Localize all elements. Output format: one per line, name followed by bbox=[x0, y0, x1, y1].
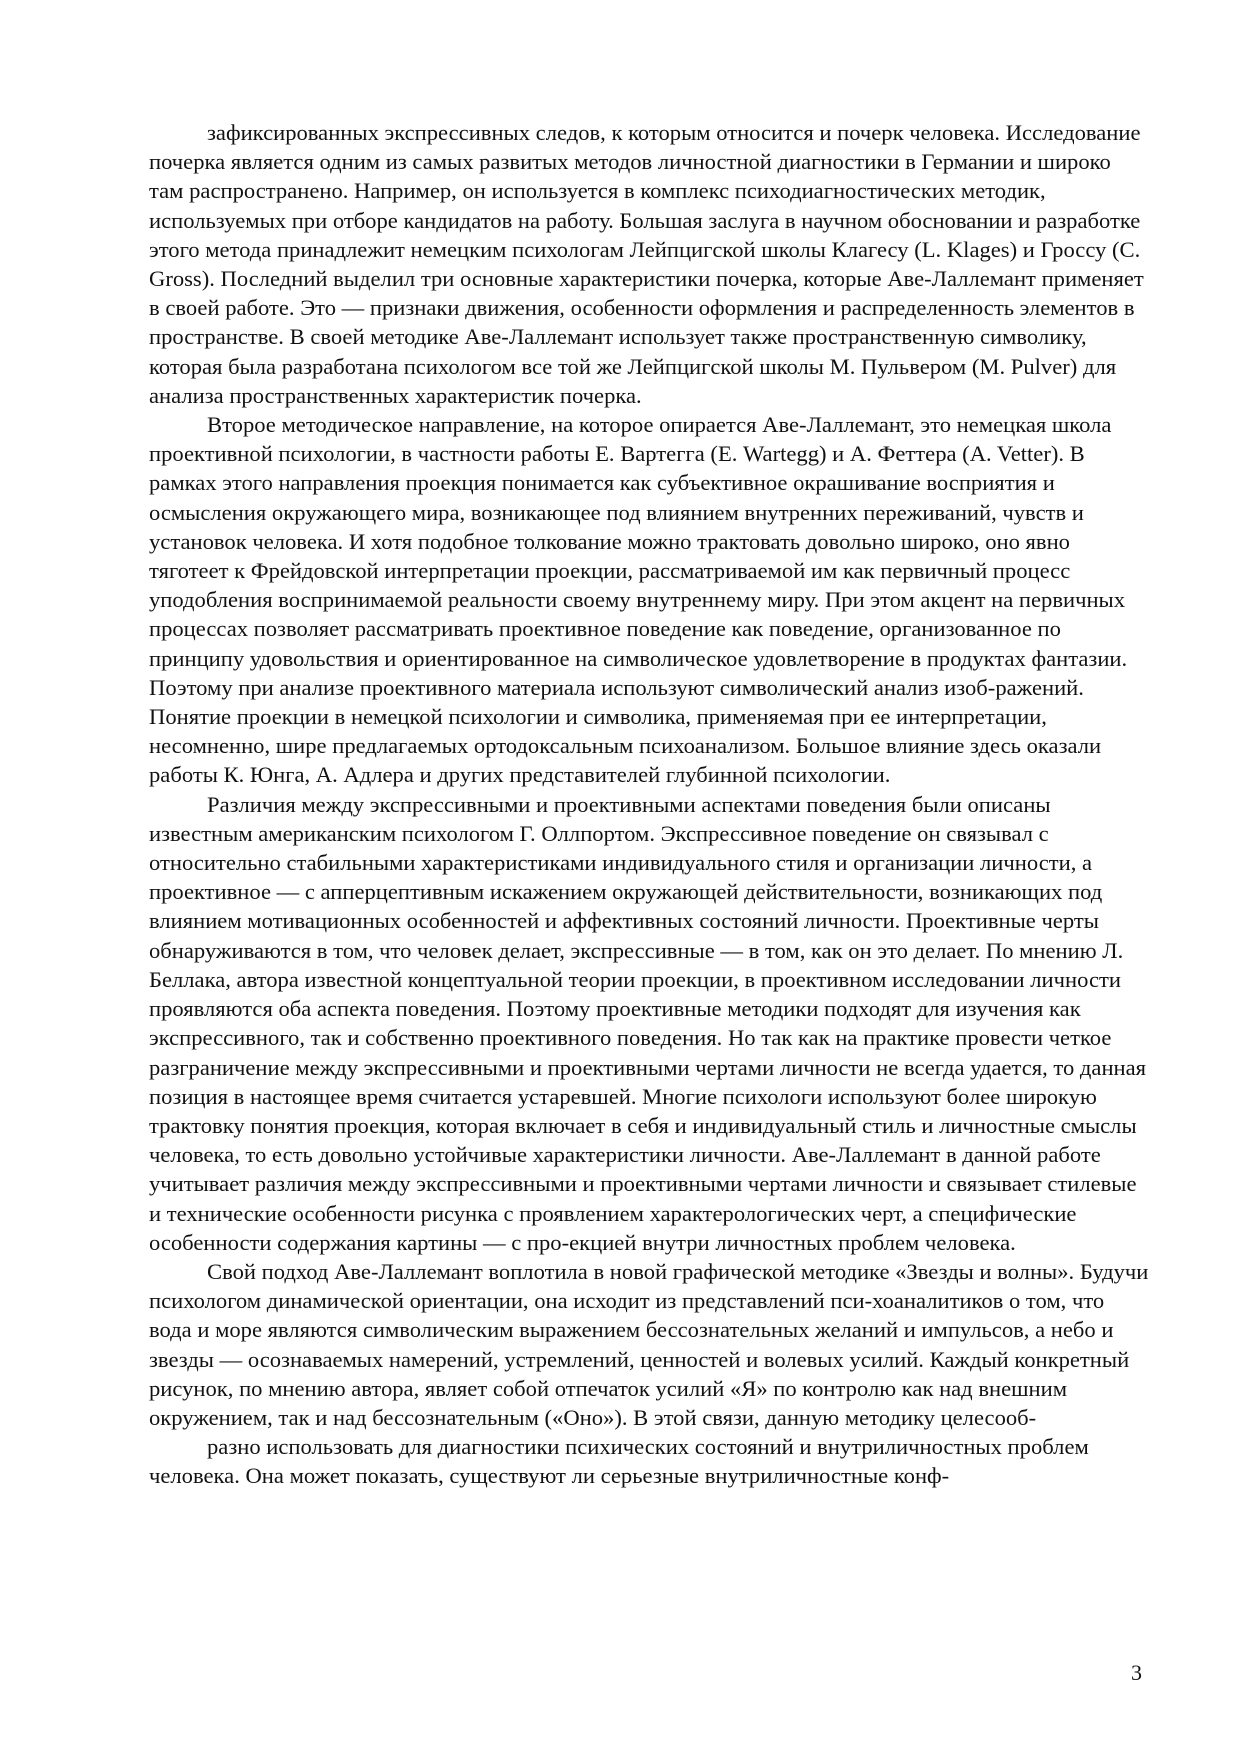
paragraph-handwriting-analysis: зафиксированных экспрессивных следов, к которым относится и почерк человека. Исследование почерка является одним из самых развитых методов личностной диагностики в Германии и широко там распространено. Например, он используется в комплекс психодиагностических методик, используемых при отборе кандидатов на работу. Большая заслуга в научном обосновании и разработке этого метода принадлежит немецким психологам Лейпцигской школы Клагесу (L. Klages) и Гроссу (С. Gross). Последний выделил три основные характеристики почерка, которые Аве-Лаллемант применяет в своей работе. Это — признаки движения, особенности оформления и распределенность элементов в пространстве. В своей методике Аве-Лаллемант использует также пространственную символику, которая была разработана психологом все той же Лейпцигской школы М. Пульвером (М. Pulver) для анализа пространственных характеристик почерка. bbox=[149, 120, 1144, 408]
paragraph-projective-psychology: Второе методическое направление, на которое опирается Аве-Лаллемант, это немецкая школа проективной психологии, в частности работы Е. Вартегга (Е. Wartegg) и А. Феттера (A. Vetter). В рамках этого направления проекция понимается как субъективное окрашивание восприятия и осмысления окружающего мира, возникающее под влиянием внутренних переживаний, чувств и установок человека. И хотя подобное толкование можно трактовать довольно широко, оно явно тяготеет к Фрейдовской интерпретации проекции, рассматриваемой им как первичный процесс уподобления воспринимаемой реальности своему внутреннему миру. При этом акцент на первичных процессах позволяет рассматривать проективное поведение как поведение, организованное по принципу удовольствия и ориентированное на символическое удовлетворение в продуктах фантазии. Поэтому при анализе проективного материала используют символический анализ изоб-ражений. Понятие проекции в немецкой психологии и символика, применяемая при ее интерпретации, несомненно, шире предлагаемых ортодоксальным психоанализом. Большое влияние здесь оказали работы К. Юнга, А. Адлера и других представителей глубинной психологии. bbox=[149, 412, 1128, 788]
paragraph-expressive-projective-differences: Различия между экспрессивными и проективными аспектами поведения были описаны известным американским психологом Г. Оллпортом. Экспрессивное поведение он связывал с относительно стабильными характеристиками индивидуального стиля и организации личности, а проективное — с апперцептивным искажением окружающей действительности, возникающих под влиянием мотивационных особенностей и аффективных состояний личности. Проективные черты обнаруживаются в том, что человек делает, экспрессивные — в том, как он это делает. По мнению Л. Беллака, автора известной концептуальной теории проекции, в проективном исследовании личности проявляются оба аспекта поведения. Поэтому проективные методики подходят для изучения как экспрессивного, так и собственно проективного поведения. Но так как на практике провести четкое разграничение между экспрессивными и проективными чертами личности не всегда удается, то данная позиция в настоящее время считается устаревшей. Многие психологи используют более широкую трактовку понятия проекция, которая включает в себя и индивидуальный стиль и личностные смыслы человека, то есть довольно устойчивые характеристики личности. Аве-Лаллемант в данной работе учитывает различия между экспрессивными и проективными чертами личности и связывает стилевые и технические особенности рисунка с проявлением характерологических черт, а специфические особенности содержания картины — с про-екцией внутри личностных проблем человека. bbox=[149, 791, 1147, 1255]
paragraph-stars-and-waves-method: Свой подход Аве-Лаллемант воплотила в новой графической методике «Звезды и волны». Будучи психологом динамической ориентации, она исходит из представлений пси-хоаналитиков о том, что вода и море являются символическим выражением бессознательных желаний и импульсов, а небо и звезды — осознаваемых намерений, устремлений, ценностей и волевых усилий. Каждый конкретный рисунок, по мнению автора, являет собой отпечаток усилий «Я» по контролю как над внешним окружением, так и над бессознательным («Оно»). В этой связи, данную методику целесооб- bbox=[149, 1258, 1149, 1430]
paragraph-diagnostics-usage: разно использовать для диагностики психических состояний и внутриличностных проблем человека. Она может показать, существуют ли серьезные внутриличностные конф- bbox=[149, 1434, 1089, 1489]
page-number: 3 bbox=[1131, 1660, 1142, 1685]
document-page bbox=[149, 118, 1149, 1491]
